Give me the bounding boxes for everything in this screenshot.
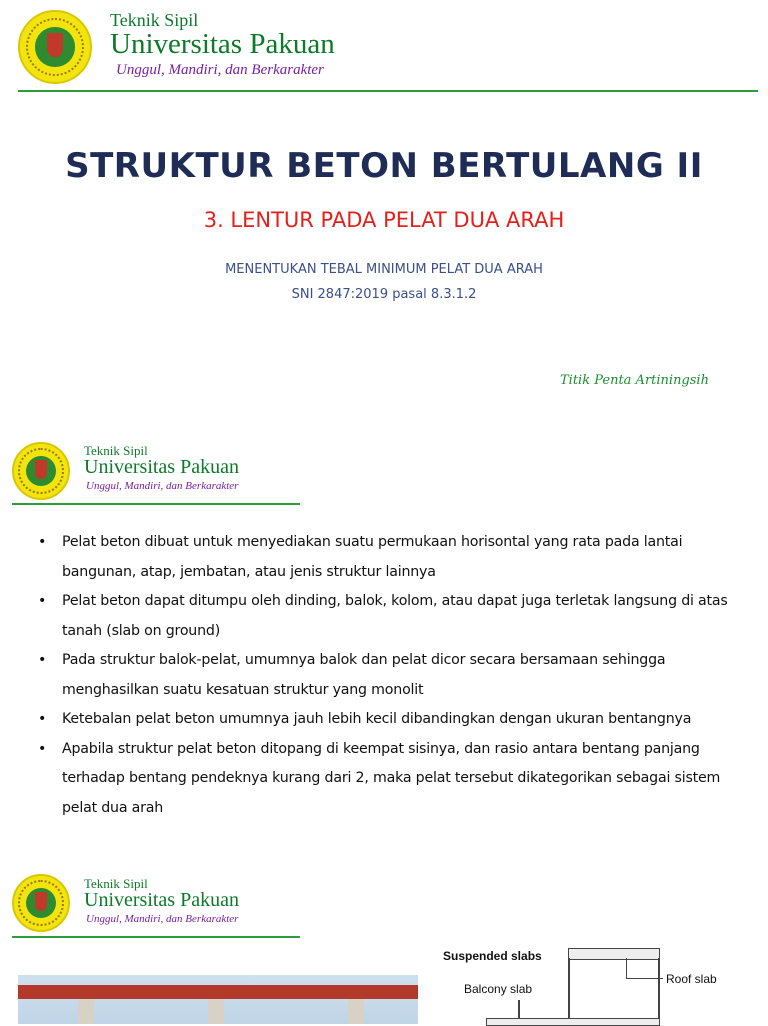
roof-pointer-line [626,958,663,979]
topic-line-1: MENENTUKAN TEBAL MINIMUM PELAT DUA ARAH [225,262,543,277]
header-department: Teknik Sipil [110,10,199,30]
author-name: Titik Penta Artiningsih [560,373,709,388]
slide-subtitle: 3. LENTUR PADA PELAT DUA ARAH [203,208,565,232]
diagram-title: Suspended slabs [443,949,542,963]
header-department: Teknik Sipil [84,443,148,458]
header-university: Universitas Pakuan [84,889,239,911]
header-divider [12,503,300,505]
bullet-dot-icon: • [38,593,47,609]
list-item: • Pada struktur balok-pelat, umumnya balok dan pelat dicor secara bersamaan sehingga menghasilkan suatu kesatuan struktur yang monolit [36,646,736,705]
header-tagline: Unggul, Mandiri, dan Berkarakter [86,913,239,925]
header-divider [12,936,300,938]
bullet-dot-icon: • [38,534,47,550]
balcony-slab-label: Balcony slab [464,982,533,996]
list-item: • Pelat beton dibuat untuk menyediakan suatu permukaan horisontal yang rata pada lantai bangunan, atap, jembatan, atau jenis struktur lainnya [36,528,736,587]
topic-line-2: SNI 2847:2019 pasal 8.3.1.2 [291,287,477,302]
header-divider [18,90,758,92]
header-tagline: Unggul, Mandiri, dan Berkarakter [116,62,324,78]
university-logo-icon [12,442,70,500]
balcony-pointer-line [518,1000,520,1018]
university-logo-icon [12,874,70,932]
header-tagline: Unggul, Mandiri, dan Berkarakter [86,480,239,492]
slide-title [0,0,768,420]
slide-title-text: STRUKTUR BETON BERTULANG II [65,146,703,186]
roof-slab-label: Roof slab [666,972,717,986]
building-photo [18,975,418,1024]
header-university: Universitas Pakuan [110,28,335,60]
university-logo-icon [18,10,92,84]
bullet-list [36,528,736,823]
balcony-slab-shape [486,1018,660,1026]
list-item: • Pelat beton dapat ditumpu oleh dinding, balok, kolom, atau dapat juga terletak langsung di atas tanah (slab on ground) [36,587,736,646]
suspended-slabs-diagram [440,940,760,1024]
bullet-dot-icon: • [38,711,47,727]
wall-left-shape [568,958,570,1026]
bullet-dot-icon: • [38,740,47,757]
header-university: Universitas Pakuan [84,456,239,478]
list-item: • Apabila struktur pelat beton ditopang di keempat sisinya, dan rasio antara bentang panjang terhadap bentang pendeknya kurang dari 2, maka pelat tersebut dikategorikan sebagai sistem pelat dua arah [36,735,736,824]
header-department: Teknik Sipil [84,876,148,891]
list-item: • Ketebalan pelat beton umumnya jauh lebih kecil dibandingkan dengan ukuran bentangnya [36,705,736,735]
bullet-dot-icon: • [38,652,47,668]
